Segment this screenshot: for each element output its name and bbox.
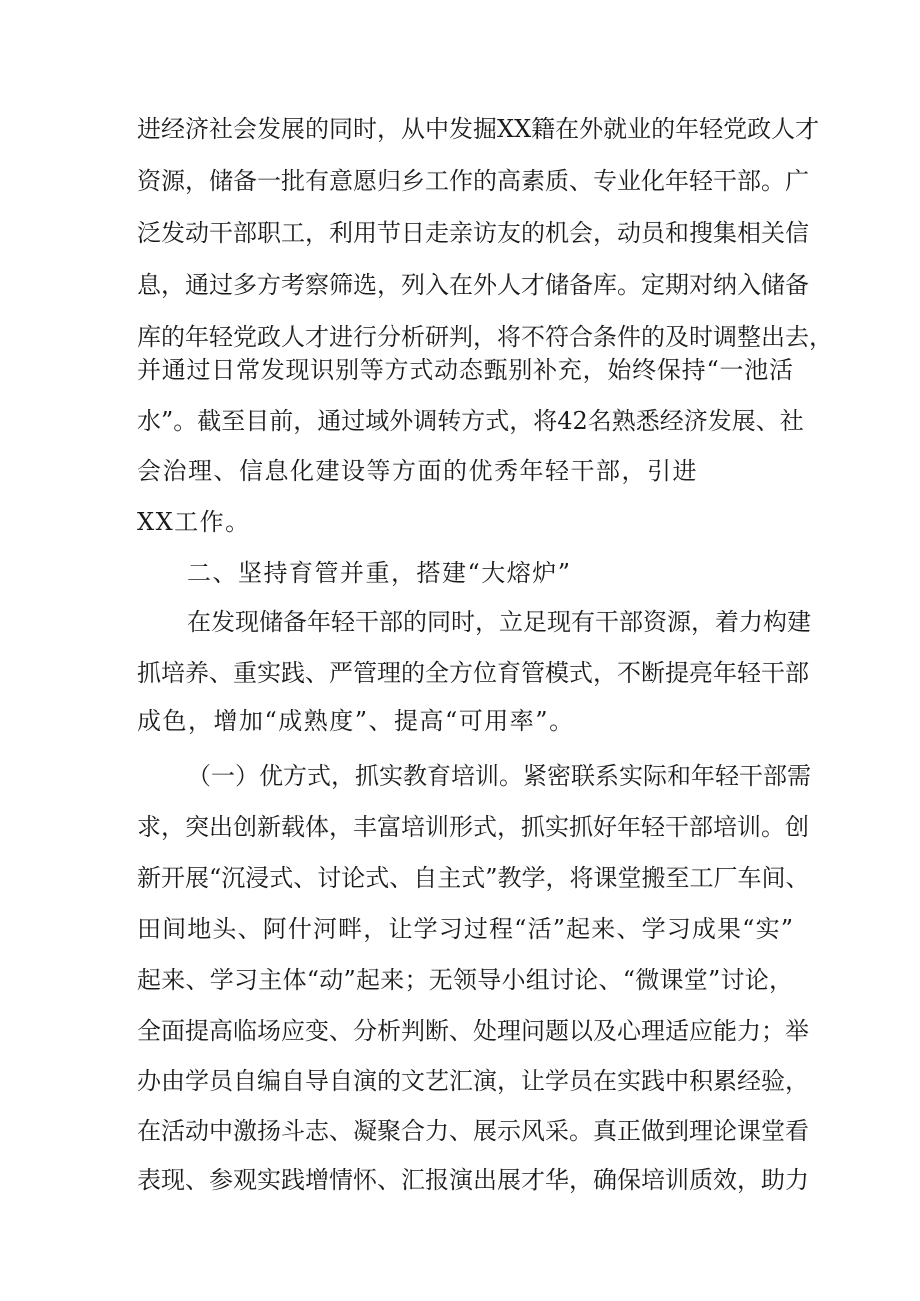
paragraph-first-line: 在发现储备年轻干部的同时，立足现有干部资源，着力构建 [187, 608, 811, 636]
text-line: 并通过日常发现识别等方式动态甄别补充，始终保持“一池活 [137, 356, 793, 384]
text-line: 抓培养、重实践、严管理的全方位育管模式，不断提亮年轻干部 [137, 659, 809, 687]
text-line: 泛发动干部职工，利用节日走亲访友的机会，动员和搜集相关信 [137, 219, 809, 247]
text-line: 求，突出创新载体，丰富培训形式，抓实抓好年轻干部培训。创 [137, 813, 809, 841]
text-line: 资源，储备一批有意愿归乡工作的高素质、专业化年轻干部。广 [137, 167, 809, 195]
text-line: 表现、参观实践增情怀、汇报演出展才华，确保培训质效，助力 [137, 1166, 809, 1194]
text-line: 起来、学习主体“动”起来；无领导小组讨论、“微课堂”讨论， [137, 966, 793, 994]
text-line: 进经济社会发展的同时，从中发掘XX籍在外就业的年轻党政人才 [137, 115, 820, 143]
text-line: 新开展“沉浸式、讨论式、自主式”教学，将课堂搬至工厂车间、 [137, 864, 810, 892]
text-line: 办由学员自编自导自演的文艺汇演，让学员在实践中积累经验， [137, 1067, 809, 1095]
text-line: 息，通过多方考察筛选，列入在外人才储备库。定期对纳入储备 [137, 271, 809, 299]
text-line: XX工作。 [137, 508, 251, 536]
text-line: 水”。截至目前，通过域外调转方式，将42名熟悉经济发展、社 [137, 407, 804, 435]
text-line: 全面提高临场应变、分析判断、处理问题以及心理适应能力；举 [137, 1017, 809, 1045]
text-line: 库的年轻党政人才进行分析研判，将不符合条件的及时调整出去， [137, 323, 833, 351]
section-heading: 二、坚持育管并重，搭建“大熔炉” [187, 559, 572, 587]
text-line: 田间地头、阿什河畔，让学习过程“活”起来、学习成果“实” [137, 915, 793, 943]
text-line: 在活动中激扬斗志、凝聚合力、展示风采。真正做到理论课堂看 [137, 1117, 809, 1145]
subsection-first-line: （一）优方式，抓实教育培训。紧密联系实际和年轻干部需 [187, 762, 811, 790]
text-line: 成色，增加“成熟度”、提高“可用率”。 [137, 707, 575, 735]
text-line: 会治理、信息化建设等方面的优秀年轻干部，引进 [137, 457, 698, 485]
